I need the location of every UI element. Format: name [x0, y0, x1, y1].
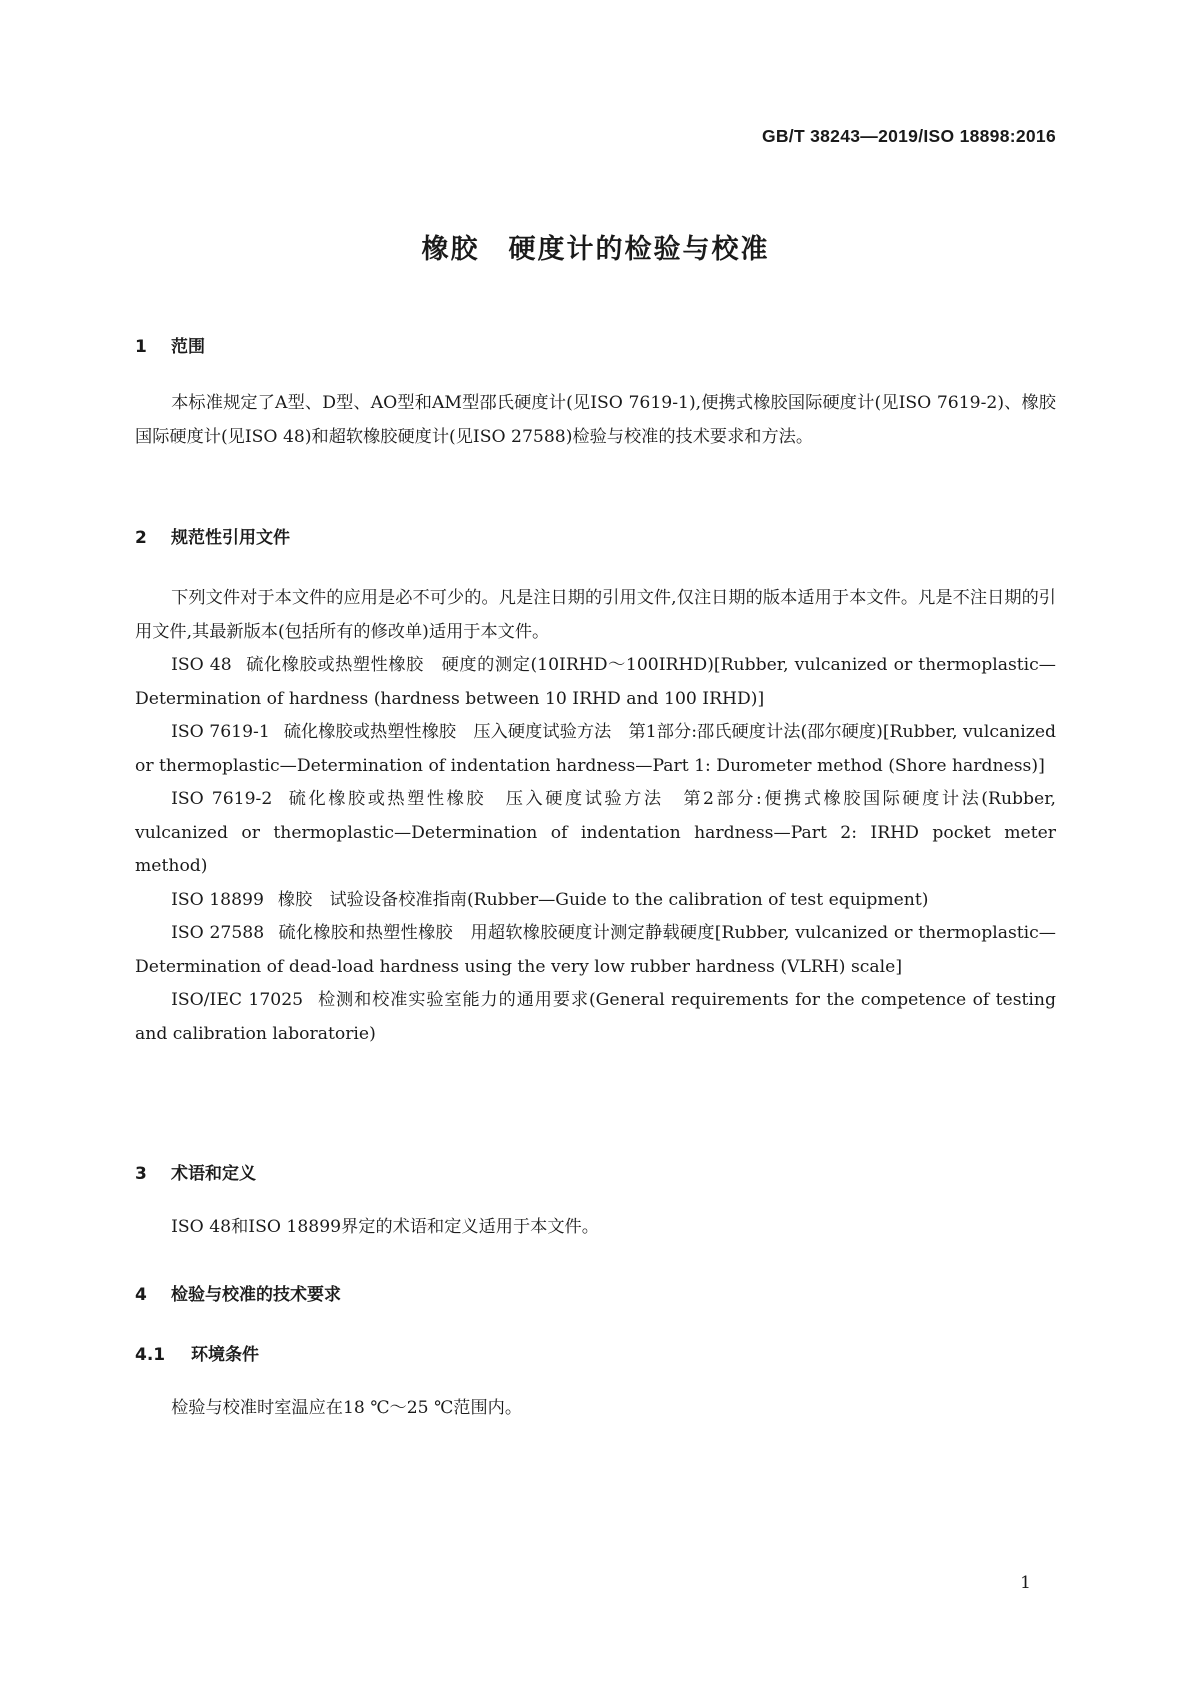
section-title: 检验与校准的技术要求: [171, 1285, 341, 1305]
reference-item: [135, 984, 1056, 1051]
section-heading-terms-definitions: [135, 1159, 256, 1184]
scope-paragraph: 本标准规定了A型、D型、AO型和AM型邵氏硬度计(见ISO 7619-1),便携式橡胶国际硬度计(见ISO 7619-2)、橡胶国际硬度计(见ISO 48)和超软橡胶硬度计(见ISO 27588)检验与校准的技术要求和方法。: [135, 393, 1056, 447]
reference-text: 硫化橡胶和热塑性橡胶 用超软橡胶硬度计测定静载硬度[Rubber, vulcanized or thermoplastic—Determination of dead-load hardness using the very low rubber hardness (VLRH) scale]: [135, 923, 1056, 977]
terms-paragraph: ISO 48和ISO 18899界定的术语和定义适用于本文件。: [171, 1217, 599, 1237]
reference-text: 硫化橡胶或热塑性橡胶 压入硬度试验方法 第2部分:便携式橡胶国际硬度计法(Rubber, vulcanized or thermoplastic—Determination of indentation hardness—Part 2: IRHD pocket meter method): [135, 789, 1056, 876]
reference-text: 硫化橡胶或热塑性橡胶 硬度的测定(10IRHD～100IRHD)[Rubber, vulcanized or thermoplastic—Determination of hardness (hardness between 10 IRHD and 100 IRHD)]: [135, 655, 1056, 709]
section-heading-normative-references: [135, 523, 290, 548]
reference-text: 硫化橡胶或热塑性橡胶 压入硬度试验方法 第1部分:邵氏硬度计法(邵尔硬度)[Rubber, vulcanized or thermoplastic—Determination of indentation hardness—Part 1: Durometer method (Shore hardness)]: [135, 722, 1056, 776]
section-title: 规范性引用文件: [171, 528, 290, 548]
section-number: 4: [135, 1285, 147, 1305]
reference-item: [135, 884, 1056, 918]
subsection-heading-environment: [135, 1340, 259, 1365]
reference-list: [135, 649, 1056, 1051]
reference-text: 橡胶 试验设备校准指南(Rubber—Guide to the calibration of test equipment): [277, 889, 929, 910]
subsection-number: 4.1: [135, 1345, 166, 1365]
reference-code: ISO 7619-2: [171, 789, 273, 809]
reference-item: [135, 716, 1056, 783]
reference-item: [135, 649, 1056, 716]
document-title: 橡胶 硬度计的检验与校准: [421, 234, 770, 265]
section-number: 1: [135, 337, 147, 357]
section-heading-technical-requirements: [135, 1280, 341, 1305]
document-code: GB/T 38243—2019/ISO 18898:2016: [761, 126, 1056, 146]
reference-item: [135, 783, 1056, 884]
page-number: 1: [1020, 1573, 1031, 1593]
reference-code: ISO/IEC 17025: [171, 990, 304, 1010]
reference-code: ISO 48: [171, 655, 232, 675]
reference-code: ISO 7619-1: [171, 722, 270, 742]
reference-item: [135, 917, 1056, 984]
environment-paragraph: 检验与校准时室温应在18 ℃～25 ℃范围内。: [171, 1398, 523, 1418]
section-title: 术语和定义: [171, 1164, 256, 1184]
reference-text: 检测和校准实验室能力的通用要求(General requirements for the competence of testing and calibration laboratorie): [135, 990, 1056, 1044]
reference-code: ISO 18899: [171, 889, 264, 910]
section-title: 范围: [171, 337, 205, 357]
references-intro-paragraph: 下列文件对于本文件的应用是必不可少的。凡是注日期的引用文件,仅注日期的版本适用于本文件。凡是不注日期的引用文件,其最新版本(包括所有的修改单)适用于本文件。: [135, 588, 1056, 642]
subsection-title: 环境条件: [191, 1345, 259, 1365]
reference-code: ISO 27588: [171, 923, 265, 943]
section-heading-scope: [135, 332, 205, 357]
section-number: 3: [135, 1164, 147, 1184]
section-number: 2: [135, 528, 147, 548]
